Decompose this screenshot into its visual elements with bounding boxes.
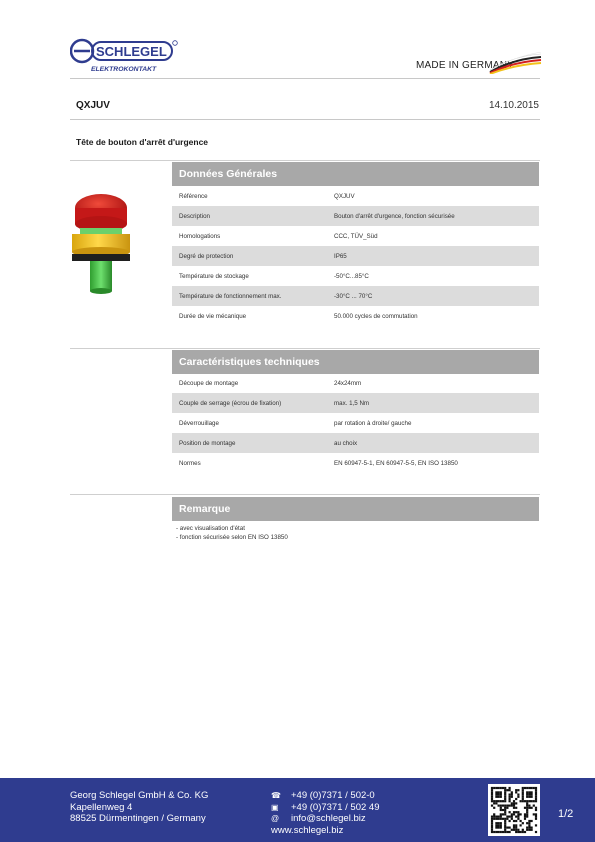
row-label: Homologations — [179, 232, 221, 240]
section-divider — [70, 494, 540, 495]
section-header-general: Données Générales — [172, 162, 539, 186]
company-street: Kapellenweg 4 — [70, 801, 133, 813]
svg-text:ELEKTROKONTAKT: ELEKTROKONTAKT — [91, 66, 157, 73]
section-divider — [70, 348, 540, 349]
row-value: max. 1,5 Nm — [334, 399, 370, 407]
technical-table — [172, 373, 539, 473]
row-value: au choix — [334, 439, 358, 447]
page-number: 1/2 — [558, 808, 574, 820]
remark-line: - fonction sécurisée selon EN ISO 13850 — [176, 533, 288, 541]
company-address — [70, 790, 208, 825]
phone-number[interactable]: +49 (0)7371 / 502-0 — [291, 790, 375, 801]
row-label: Température de fonctionnement max. — [179, 292, 282, 300]
page-title: Tête de bouton d'arrêt d'urgence — [76, 137, 209, 147]
made-in-germany: MADE IN GERMANY — [416, 60, 515, 71]
row-label: Référence — [179, 192, 208, 200]
table-row — [172, 433, 539, 453]
table-row — [172, 393, 539, 413]
row-value: CCC, TÜV_Süd — [334, 232, 378, 240]
fax-number: +49 (0)7371 / 502 49 — [291, 801, 380, 813]
table-row — [172, 266, 539, 286]
row-label: Degré de protection — [179, 252, 234, 260]
row-value: -30°C ... 70°C — [334, 292, 373, 300]
phone-icon: ☎ — [271, 791, 281, 800]
table-row — [172, 286, 539, 306]
row-label: Couple de serrage (écrou de fixation) — [179, 399, 282, 407]
row-value: 50.000 cycles de commutation — [334, 312, 418, 320]
svg-text:SCHLEGEL: SCHLEGEL — [96, 44, 167, 59]
table-row — [172, 206, 539, 226]
qr-code — [488, 784, 540, 836]
remark-text — [176, 525, 288, 542]
row-label: Position de montage — [179, 439, 236, 447]
schlegel-logo — [70, 38, 180, 74]
product-image — [66, 186, 136, 298]
website-link[interactable]: www.schlegel.biz — [271, 824, 344, 836]
row-label: Température de stockage — [179, 272, 249, 280]
row-value: -50°C...85°C — [334, 272, 369, 280]
row-value: QXJUV — [334, 192, 355, 200]
table-row — [172, 373, 539, 393]
doc-date: 14.10.2015 — [488, 100, 539, 111]
row-label: Normes — [179, 459, 201, 467]
table-row — [172, 453, 539, 473]
remark-line: - avec visualisation d'état — [176, 525, 245, 532]
row-value: IP65 — [334, 252, 347, 260]
row-value: par rotation à droite/ gauche — [334, 419, 412, 427]
doc-code: QXJUV — [76, 100, 110, 111]
subheader-divider — [70, 119, 540, 120]
row-label: Durée de vie mécanique — [179, 312, 247, 320]
table-row — [172, 306, 539, 326]
email-link[interactable]: info@schlegel.biz — [291, 813, 366, 824]
row-value: 24x24mm — [334, 379, 362, 387]
general-table — [172, 186, 539, 326]
row-label: Déverrouillage — [179, 419, 219, 427]
company-name: Georg Schlegel GmbH & Co. KG — [70, 790, 209, 801]
footer — [0, 778, 595, 842]
contact-block — [271, 790, 379, 836]
table-row — [172, 226, 539, 246]
company-city: 88525 Dürmentingen / Germany — [70, 813, 206, 824]
section-divider — [70, 160, 540, 161]
row-value: Bouton d'arrêt d'urgence, fonction sécurisée — [334, 212, 455, 220]
section-header-technical: Caractéristiques techniques — [172, 350, 539, 374]
german-flag-swoosh — [488, 52, 543, 74]
fax-icon: ▣ — [271, 802, 279, 812]
table-row — [172, 413, 539, 433]
row-value: EN 60947-5-1, EN 60947-5-5, EN ISO 13850 — [334, 459, 458, 467]
section-header-remark: Remarque — [172, 497, 539, 521]
table-row — [172, 246, 539, 266]
at-icon: @ — [271, 814, 280, 823]
row-label: Découpe de montage — [179, 379, 239, 387]
table-row — [172, 186, 539, 206]
header-divider — [70, 78, 540, 79]
row-label: Description — [179, 212, 210, 220]
